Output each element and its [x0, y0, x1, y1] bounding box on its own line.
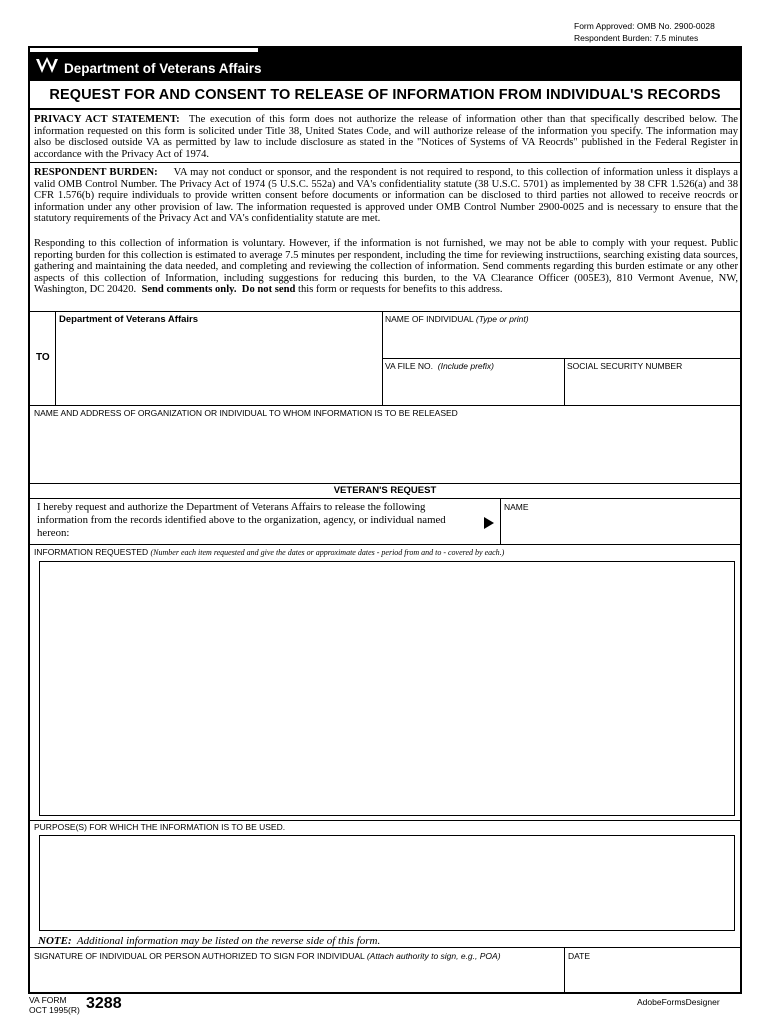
privacy-act-statement	[34, 114, 738, 160]
respondent-burden-time: Respondent Burden: 7.5 minutes	[574, 33, 699, 43]
organization-label: NAME AND ADDRESS OF ORGANIZATION OR INDIVIDUAL TO WHOM INFORMATION IS TO BE RELEASED	[34, 408, 458, 418]
to-label: TO	[36, 352, 50, 363]
privacy-heading: PRIVACY ACT STATEMENT:	[34, 114, 180, 125]
form-approval-info	[574, 20, 715, 44]
signature-label: SIGNATURE OF INDIVIDUAL OR PERSON AUTHORIZED TO SIGN FOR INDIVIDUAL (Attach authority to sign, e.g., POA)	[34, 951, 501, 961]
purpose-field[interactable]	[39, 835, 735, 931]
form-number: 3288	[86, 995, 122, 1012]
form-title: REQUEST FOR AND CONSENT TO RELEASE OF INFORMATION FROM INDIVIDUAL'S RECORDS	[30, 81, 740, 110]
privacy-text: The execution of this form does not authorize the release of information other than that specifically described below. The information requested on this form is solicited under Title 38, United States Code, and will authorize release of the information you specify. The information may also be disclosed outside VA as permitted by law to include disclosure as stated in the "Notices of Systems of VA Reocrds" published in the Federal Register in accordance with the Privacy Act of 1974.	[34, 114, 738, 160]
burden-paragraph-2	[34, 238, 738, 296]
designer-credit: AdobeFormsDesigner	[637, 997, 720, 1007]
form-header-bar	[30, 48, 740, 81]
department-name: Department of Veterans Affairs	[64, 61, 262, 76]
information-requested-field[interactable]	[39, 561, 735, 816]
purpose-label: PURPOSE(S) FOR WHICH THE INFORMATION IS TO BE USED.	[34, 822, 286, 832]
burden-text: VA may not conduct or sponsor, and the respondent is not required to respond, to this collection of information unless it displays a valid OMB Control Number. The Privacy Act of 1974 (5 U.S.C. 552a) and VA's confidentiality statute (38 U.S.C. 5701) as implemented by 38 CFR 1.526(a) and 38 CFR 1.576(b) require individuals to provide written consent before documents or information can be disclosed to third parties not allowed to receive reocrds or information under any other provision of law. The information requested is approved under OMB Control Number 2900-0025 and is necessary to ensure that the statutory requirements of the Privacy Act and VA's confidentiality statute are met.	[34, 167, 739, 225]
organization-field[interactable]	[31, 419, 739, 481]
burden-text-end: this form or requests for benefits to this address.	[298, 284, 503, 296]
burden-heading: RESPONDENT BURDEN:	[34, 167, 158, 178]
note	[38, 935, 380, 947]
date-label: DATE	[568, 951, 591, 961]
veteran-name-label: NAME	[504, 502, 529, 512]
signature-field[interactable]	[31, 962, 562, 993]
note-text: Additional information may be listed on the reverse side of this form.	[76, 935, 381, 947]
do-not-send: Do not send	[241, 284, 296, 296]
note-label: NOTE:	[38, 935, 72, 947]
form-identifier	[29, 995, 80, 1015]
va-form-3288	[28, 46, 742, 994]
arrow-right-icon	[483, 517, 495, 529]
ssn-field[interactable]	[565, 371, 740, 404]
form-revision-date: OCT 1995(R)	[29, 1005, 80, 1015]
burden-text-2: Responding to this collection of information is voluntary. However, if the information is not furnished, we may not be able to comply with your request. Public reporting burden for this collection is estimated to average 7.5 minutes per respondent, including the time for reviewing instructiions, searching existing data sources, gathering and maintaining the data needed, and completing and reviewing the collection of information. Send comments regarding this burden estimate or any other aspects of this collection of Information, including suggestions for reducing this burden, to the VA Clearance Officer (005E3), 810 Vermont Avenue, NW, Washington, DC 20420.	[34, 238, 738, 296]
va-file-no-field[interactable]	[383, 371, 563, 404]
respondent-burden	[34, 167, 738, 225]
name-of-individual-label: NAME OF INDIVIDUAL (Type or print)	[385, 314, 529, 324]
va-logo-icon	[35, 56, 59, 76]
veteran-name-field[interactable]	[501, 512, 740, 543]
ssn-label: SOCIAL SECURITY NUMBER	[567, 361, 683, 371]
send-comments-only: Send comments only.	[141, 284, 237, 296]
va-file-no-label: VA FILE NO. (Include prefix)	[385, 361, 494, 371]
name-of-individual-field[interactable]	[383, 324, 740, 357]
veterans-request-heading: VETERAN'S REQUEST	[333, 485, 437, 496]
information-requested-label: INFORMATION REQUESTED (Number each item requested and give the dates or approximate dates - period from and to - covered by each.)	[34, 547, 505, 557]
omb-number: Form Approved: OMB No. 2900-0028	[574, 21, 715, 31]
authorization-statement: I hereby request and authorize the Department of Veterans Affairs to release the following information from the records identified above to the organization, agency, or individual named hereon:	[37, 501, 446, 539]
to-value: Department of Veterans Affairs	[59, 314, 199, 325]
date-field[interactable]	[565, 962, 740, 993]
va-form-label: VA FORM	[29, 995, 67, 1005]
